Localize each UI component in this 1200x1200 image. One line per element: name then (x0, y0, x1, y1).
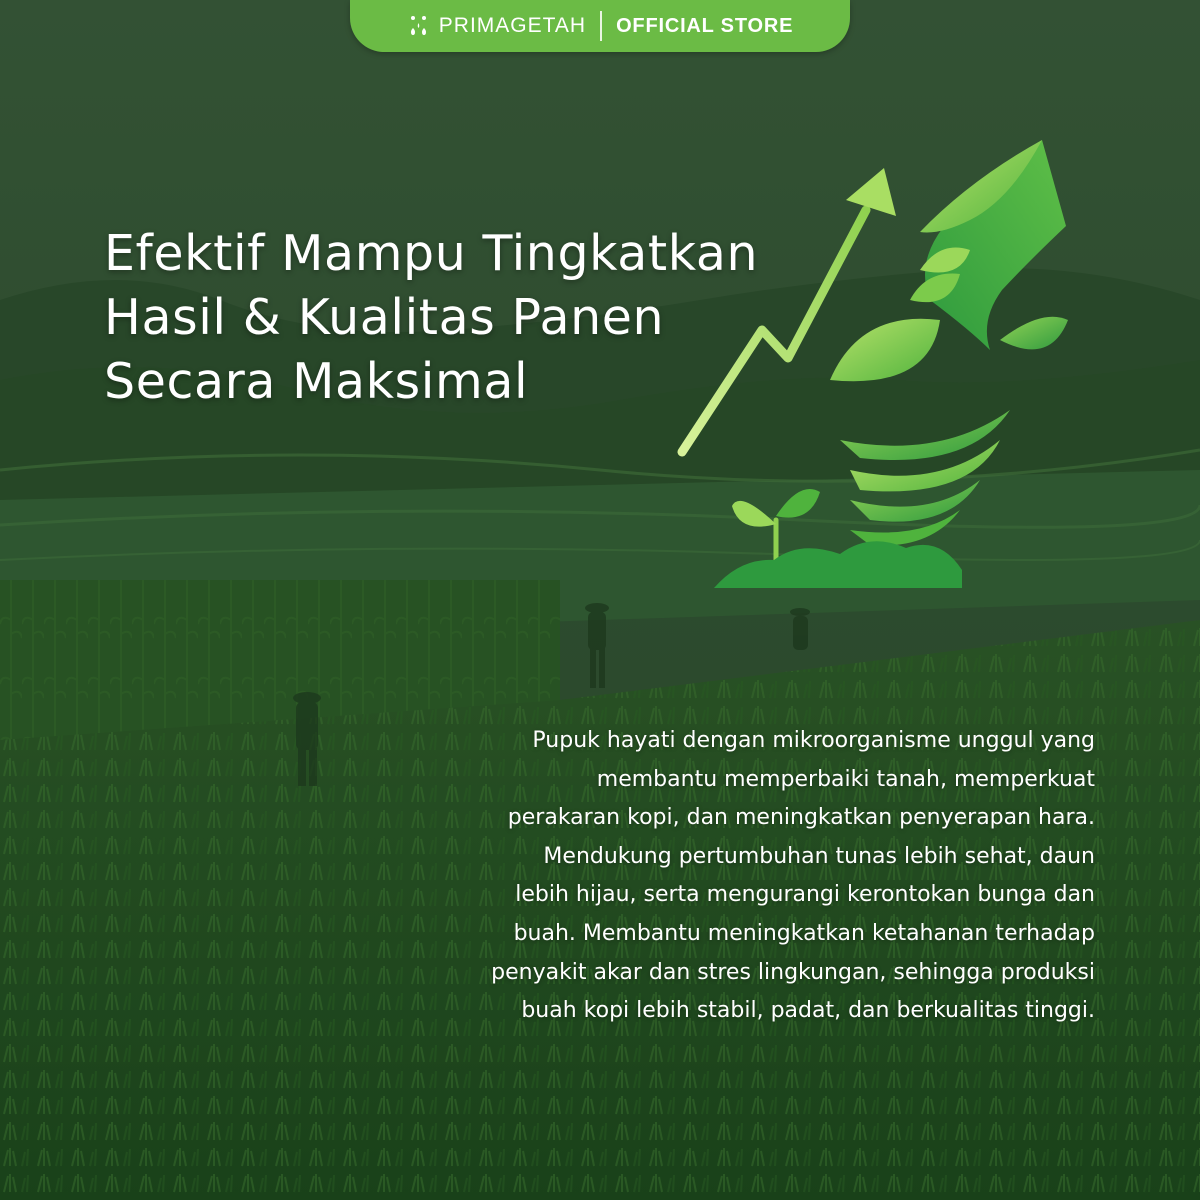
description-line: Mendukung pertumbuhan tunas lebih sehat, daun (543, 843, 1095, 869)
product-description (375, 722, 1095, 1031)
description-line: buah kopi lebih stabil, padat, dan berkualitas tinggi. (521, 998, 1095, 1024)
brand-logo (407, 14, 586, 38)
official-store-label: OFFICIAL STORE (616, 14, 794, 37)
description-line: penyakit akar dan stres lingkungan, sehingga produksi (491, 959, 1095, 985)
description-line: membantu memperbaiki tanah, memperkuat (596, 766, 1095, 792)
primagetah-drops-icon (407, 14, 431, 38)
brand-name: PRIMAGETAH (438, 14, 587, 37)
description-line: buah. Membantu meningkatkan ketahanan terhadap (513, 920, 1095, 946)
description-line: perakaran kopi, dan meningkatkan penyerapan hara. (507, 805, 1095, 831)
description-line: lebih hijau, serta mengurangi kerontokan bunga dan (515, 882, 1095, 908)
description-line: Pupuk hayati dengan mikroorganisme unggul yang (532, 728, 1095, 753)
headline-line: Secara Maksimal (104, 353, 529, 410)
brand-divider (600, 11, 602, 41)
growth-arrow-leaves-icon (670, 140, 1110, 600)
headline-line: Hasil & Kualitas Panen (104, 289, 665, 346)
brand-header (350, 0, 850, 52)
headline-line: Efektif Mampu Tingkatkan (104, 225, 759, 282)
